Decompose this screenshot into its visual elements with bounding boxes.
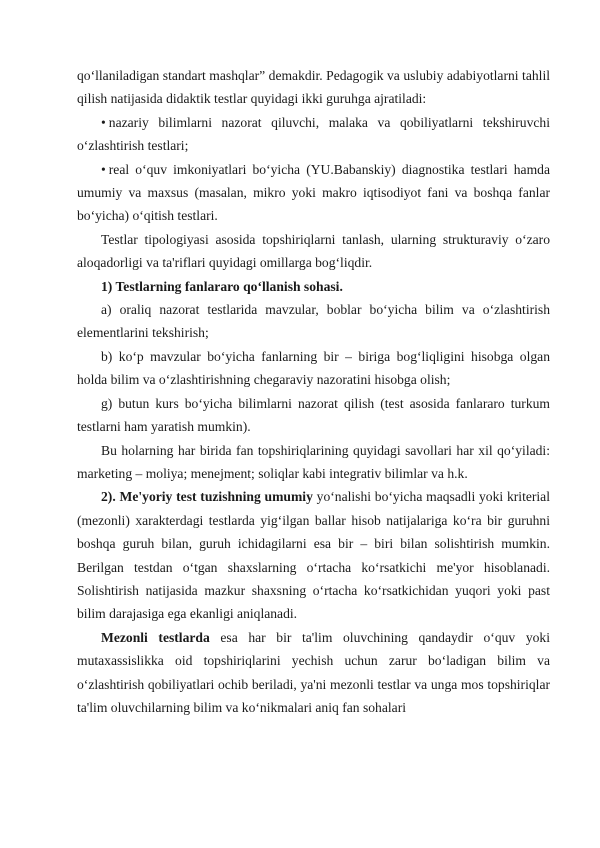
paragraph-typology: Testlar tipologiyasi asosida topshiriqlarni tanlash, ularning strukturaviy o‘zaro aloqadorligi va ta'riflari quyidagi omillarga bog‘liqdir.: [77, 231, 550, 271]
list-item-b: b) ko‘p mavzular bo‘yicha fanlarning bir – biriga bog‘liqligini hisobga olgan holda bilim va o‘zlashtirishning chegaraviy nazoratini hisobga olish;: [77, 348, 550, 388]
heading-interdisciplinary: [77, 275, 550, 298]
paragraph-intro: qo‘llaniladigan standart mashqlar” demakdir. Pedagogik va uslubiy adabiyotlarni tahlil qilish natijasida didaktik testlar quyidagi ikki guruhga ajratiladi:: [77, 68, 550, 107]
criterion-text: esa har bir ta'lim oluvchining qandaydir o‘quv yoki mutaxassislikka oid topshiriqlarini yechish uchun zarur bo‘ladigan bilim va o‘zlashtirish qobiliyatlari ochib beriladi, ya'ni mezonli testlar va unga mos topshiriqlar ta'lim oluvchilarning bilim va ko‘nikmalari aniq fan sohalari: [77, 629, 550, 715]
bullet-item-theoretical: [77, 111, 550, 158]
bullet-icon: •: [101, 114, 106, 130]
heading-text: 1) Testlarning fanlararo qo‘llanish sohasi.: [101, 278, 343, 294]
paragraph-integrative: Bu holarning har birida fan topshiriqlarining quyidagi savollari har xil qo‘yiladi: marketing – moliya; menejment; soliqlar kabi integrativ bilimlar va h.k.: [77, 442, 550, 481]
paragraph-normative: [77, 485, 550, 625]
bullet-item-diagnostic: [77, 158, 550, 228]
bullet-text: real o‘quv imkoniyatlari bo‘yicha (YU.Babanskiy) diagnostika testlari hamda umumiy va maxsus (masalan, mikro yoki makro iqtisodiyot fani va boshqa fanlar bo‘yicha) o‘qitish testlari.: [77, 161, 550, 224]
list-item-a: a) oraliq nazorat testlarida mavzular, boblar bo‘yicha bilim va o‘zlashtirish elementlarini tekshirish;: [77, 302, 550, 341]
bullet-text: nazariy bilimlarni nazorat qiluvchi, malaka va qobiliyatlarni tekshiruvchi o‘zlashtirish testlari;: [77, 114, 550, 154]
bullet-icon: •: [101, 161, 106, 177]
criterion-heading: Mezonli testlarda: [101, 629, 210, 645]
list-item-g: g) butun kurs bo‘yicha bilimlarni nazorat qilish (test asosida fanlararo turkum testlarni ham yaratish mumkin).: [77, 395, 550, 435]
normative-text: yo‘nalishi bo‘yicha maqsadli yoki kriterial (mezonli) xarakterdagi testlarda yig‘ilgan ballar hisob natijalariga ko‘ra bir guruhni boshqa guruh bilan, guruh ichidagilarni esa bir – biri bilan solishtirish mumkin. Berilgan testdan o‘tgan shaxslarning o‘rtacha ko‘rsatkichi me'yor hisoblanadi. Solishtirish natijasida mazkur shaxsning o‘rtacha ko‘rsatkichidan yuqori yoki past bilim darajasiga ega ekanligi aniqlanadi.: [77, 489, 550, 622]
normative-heading: 2). Me'yoriy test tuzishning umumiy: [101, 489, 313, 505]
paragraph-criterion: [77, 626, 550, 720]
